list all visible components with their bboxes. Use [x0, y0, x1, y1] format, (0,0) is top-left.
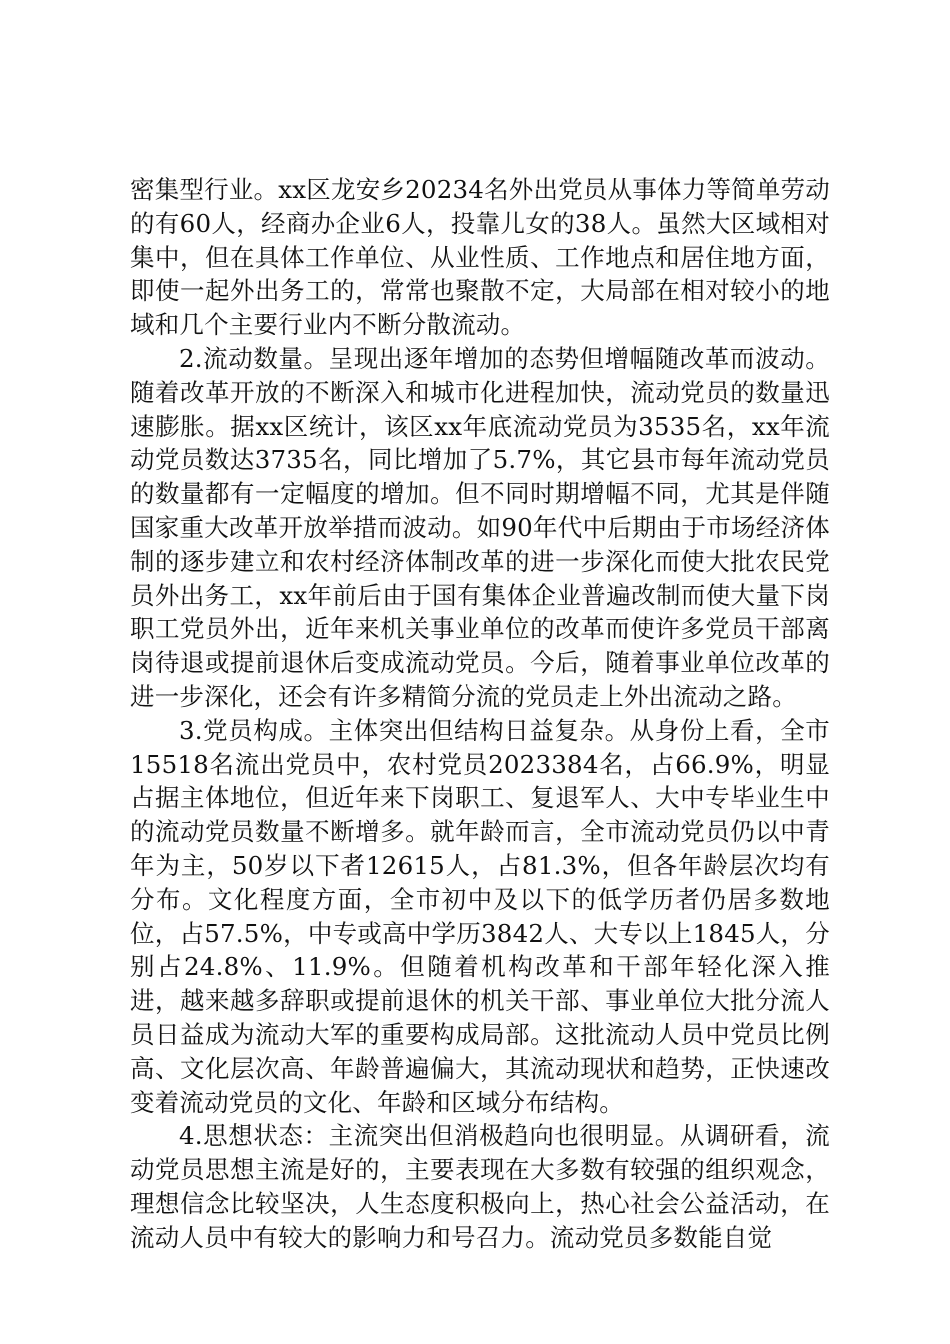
paragraph-flow-quantity: 2.流动数量。呈现出逐年增加的态势但增幅随改革而波动。随着改革开放的不断深入和城市化进程加快，流动党员的数量迅速膨胀。据xx区统计，该区xx年底流动党员为3535名，xx年流动党员数达3735名，同比增加了5.7%，其它县市每年流动党员的数量都有一定幅度的增加。但不同时期增幅不同，尤其是伴随国家重大改革开放举措而波动。如90年代中后期由于市场经济体制的逐步建立和农村经济体制改革的进一步深化而使大批农民党员外出务工，xx年前后由于国有集体企业普遍改制而使大量下岗职工党员外出，近年来机关事业单位的改革而使许多党员干部离岗待退或提前退休后变成流动党员。今后，随着事业单位改革的进一步深化，还会有许多精简分流的党员走上外出流动之路。	[130, 343, 830, 711]
paragraph-continuation: 密集型行业。xx区龙安乡20234名外出党员从事体力等简单劳动的有60人，经商办企业6人，投靠儿女的38人。虽然大区域相对集中，但在具体工作单位、从业性质、工作地点和居住地方面，即使一起外出务工的，常常也聚散不定，大局部在相对较小的地域和几个主要行业内不断分散流动。	[130, 175, 830, 340]
paragraph-ideological-state: 4.思想状态：主流突出但消极趋向也很明显。从调研看，流动党员思想主流是好的，主要表现在大多数有较强的组织观念，理想信念比较坚决，人生态度积极向上，热心社会公益活动，在流动人员中有较大的影响力和号召力。流动党员多数能自觉	[130, 1121, 830, 1252]
document-page	[130, 173, 830, 1255]
paragraph-member-composition: 3.党员构成。主体突出但结构日益复杂。从身份上看，全市15518名流出党员中，农村党员2023384名，占66.9%，明显占据主体地位，但近年来下岗职工、复退军人、大中专毕业生中的流动党员数量不断增多。就年龄而言，全市流动党员仍以中青年为主，50岁以下者12615人，占81.3%，但各年龄层次均有分布。文化程度方面，全市初中及以下的低学历者仍居多数地位，占57.5%，中专或高中学历3842人、大专以上1845人，分别占24.8%、11.9%。但随着机构改革和干部年轻化深入推进，越来越多辞职或提前退休的机关干部、事业单位大批分流人员日益成为流动大军的重要构成局部。这批流动人员中党员比例高、文化层次高、年龄普遍偏大，其流动现状和趋势，正快速改变着流动党员的文化、年龄和区域分布结构。	[130, 715, 830, 1117]
